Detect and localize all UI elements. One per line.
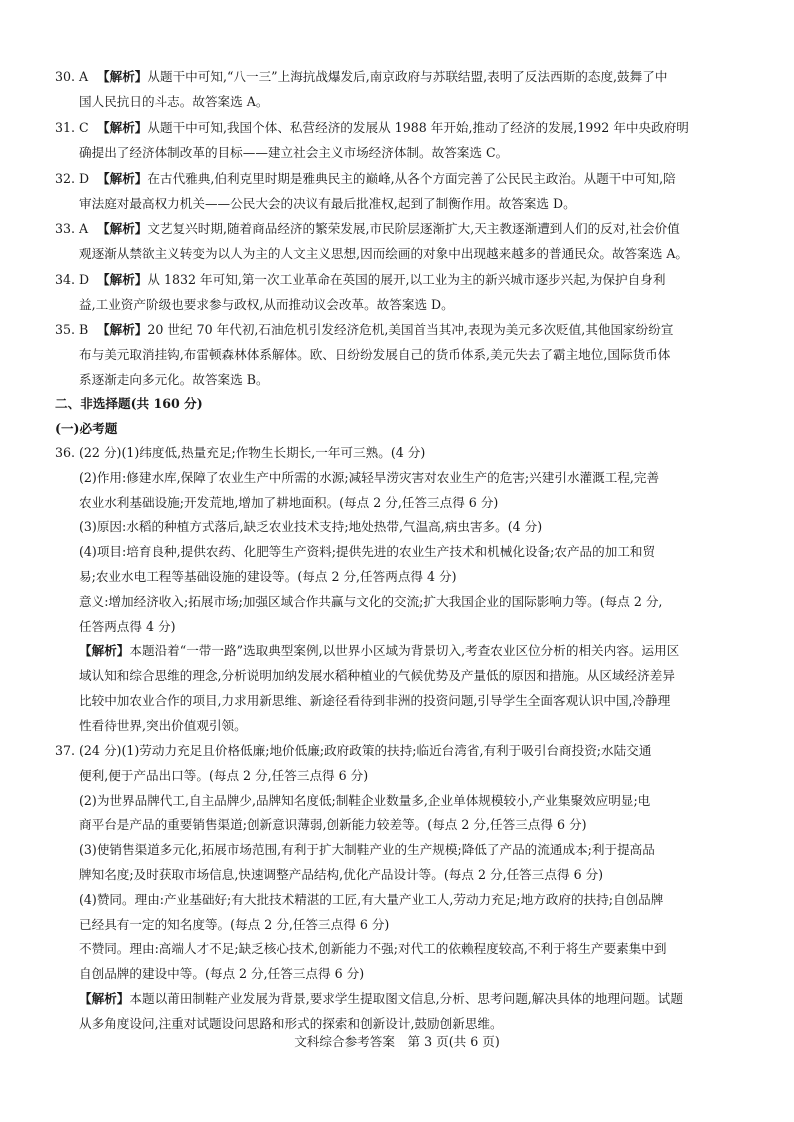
analysis-text-line: 性看待世界,突出价值观引领。 xyxy=(79,717,247,733)
item-number: 33. xyxy=(55,221,76,236)
analysis-text-line: 域认知和综合思维的理念,分析说明加纳发展水稻种植业的气候优势及产量低的原因和措施。从区域经济差异 xyxy=(79,668,675,684)
item-text-line: (4)项目:培育良种,提供农药、化肥等生产资料;提供先进的农业生产技术和机械化设备;农产品的加工和贸 xyxy=(79,544,656,560)
item-text-line: 任答两点得 4 分) xyxy=(79,618,176,634)
item-text-line: 从题干中可知,我国个体、私营经济的发展从 1988 年开始,推动了经济的发展,1992 年中央政府明 xyxy=(147,120,689,135)
item-number: 32. xyxy=(55,171,76,186)
item-text-line: 益,工业资产阶级也要求参与政权,从而推动议会改革。故答案选 D。 xyxy=(79,296,454,312)
item-text-line: 国人民抗日的斗志。故答案选 A。 xyxy=(79,93,269,109)
item-text-line: 易;农业水电工程等基础设施的建设等。(每点 2 分,任答两点得 4 分) xyxy=(79,568,457,584)
answer-item-34 xyxy=(55,268,771,318)
section-title: 二、非选择题(共 160 分) xyxy=(55,396,203,411)
answer-item-33 xyxy=(55,217,771,267)
item-text-line: (24 分)(1)劳动力充足且价格低廉;地价低廉;政府政策的扶持;临近台湾省,有利于吸引台商投资;水陆交通 xyxy=(79,743,652,758)
item-text-line: (2)作用:修建水库,保障了农业生产中所需的水源;减轻旱涝灾害对农业生产的危害;兴建引水灌溉工程,完善 xyxy=(79,469,660,485)
analysis-text-line: 从多角度设问,注重对试题设问思路和形式的探索和创新设计,鼓励创新思维。 xyxy=(79,1015,503,1031)
item-text-line: 审法庭对最高权力机关——公民大会的决议有最后批准权,起到了制衡作用。故答案选 D。 xyxy=(79,195,576,211)
item-number: 36. xyxy=(55,445,76,460)
item-text-line: 在古代雅典,伯利克里时期是雅典民主的巅峰,从各个方面完善了公民民主政治。从题干中可知,陪 xyxy=(147,171,676,186)
answer-item-32 xyxy=(55,167,771,217)
item-text-line: (4)赞同。理由:产业基础好;有大批技术精湛的工匠,有大量产业工人,劳动力充足;地方政府的扶持;自创品牌 xyxy=(79,891,664,907)
item-text-line: 文艺复兴时期,随着商品经济的繁荣发展,市民阶层逐渐扩大,天主教逐渐遭到人们的反对,社会价值 xyxy=(147,221,680,236)
analysis-tag: 【解析】 xyxy=(97,272,148,287)
answer-item-36 xyxy=(55,441,771,739)
analysis-tag: 【解析】 xyxy=(79,990,130,1006)
item-text-line: 意义:增加经济收入;拓展市场;加强区域合作共赢与文化的交流;扩大我国企业的国际影响力等。(每点 2 分, xyxy=(79,593,663,609)
item-number: 31. xyxy=(55,120,76,135)
item-text-line: 农业水利基础设施;开发荒地,增加了耕地面积。(每点 2 分,任答三点得 6 分) xyxy=(79,494,499,510)
item-text-line: 布与美元取消挂钩,布雷顿森林体系解体。欧、日纷纷发展自己的货币体系,美元失去了霸主地位,国际货币体 xyxy=(79,346,671,362)
item-text-line: 自创品牌的建设中等。(每点 2 分,任答三点得 6 分) xyxy=(79,966,365,982)
item-text-line: 确提出了经济体制改革的目标——建立社会主义市场经济体制。故答案选 C。 xyxy=(79,144,509,160)
analysis-tag: 【解析】 xyxy=(97,171,148,186)
item-answer: A xyxy=(79,221,89,236)
item-text-line: (3)原因:水稻的种植方式落后,缺乏农业技术支持;地处热带,气温高,病虫害多。(4 分) xyxy=(79,519,543,535)
answer-item-35 xyxy=(55,318,771,392)
item-text-line: 20 世纪 70 年代初,石油危机引发经济危机,美国首当其冲,表现为美元多次贬值,其他国家纷纷宣 xyxy=(147,322,674,337)
analysis-tag: 【解析】 xyxy=(97,69,148,84)
analysis-tag: 【解析】 xyxy=(97,221,148,236)
item-answer: A xyxy=(79,69,89,84)
analysis-tag: 【解析】 xyxy=(79,643,130,659)
item-text-line: 便利,便于产品出口等。(每点 2 分,任答三点得 6 分) xyxy=(79,767,369,783)
item-text-line: 牌知名度;及时获取市场信息,快速调整产品结构,优化产品设计等。(每点 2 分,任答三点得 6 分) xyxy=(79,866,604,882)
answer-item-37 xyxy=(55,739,771,1037)
subsection-title: (一)必考题 xyxy=(55,421,118,436)
item-answer: B xyxy=(79,322,89,337)
analysis-text-line: 本题以莆田制鞋产业发展为背景,要求学生提取图文信息,分析、思考问题,解决具体的地理问题。试题 xyxy=(129,990,683,1006)
analysis-tag: 【解析】 xyxy=(97,120,148,135)
item-text-line: 观逐渐从禁欲主义转变为以人为主的人文主义思想,因而绘画的对象中出现越来越多的普通民众。故答案选 A。 xyxy=(79,245,689,261)
item-text-line: (3)使销售渠道多元化,拓展市场范围,有利于扩大制鞋产业的生产规模;降低了产品的流通成本;利于提高品 xyxy=(79,842,655,858)
item-number: 34. xyxy=(55,272,76,287)
item-text-line: 不赞同。理由:高端人才不足;缺乏核心技术,创新能力不强;对代工的依赖程度较高,不利于将生产要素集中到 xyxy=(79,941,667,957)
item-answer: D xyxy=(79,272,90,287)
analysis-tag: 【解析】 xyxy=(97,322,148,337)
item-text-line: 商平台是产品的重要销售渠道;创新意识薄弱,创新能力较差等。(每点 2 分,任答三点得 6 分) xyxy=(79,817,587,833)
item-number: 35. xyxy=(55,322,76,337)
page-footer: 文科综合参考答案 第 3 页(共 6 页) xyxy=(294,1034,500,1049)
answer-item-30 xyxy=(55,65,771,115)
item-answer: D xyxy=(79,171,90,186)
item-text-line: 已经具有一定的知名度等。(每点 2 分,任答三点得 6 分) xyxy=(79,916,390,932)
analysis-text-line: 本题沿着“一带一路”选取典型案例,以世界小区域为背景切入,考查农业区位分析的相关内容。运用区 xyxy=(129,643,680,659)
answer-item-31 xyxy=(55,116,771,166)
item-text-line: 系逐渐走向多元化。故答案选 B。 xyxy=(79,371,269,387)
item-number: 37. xyxy=(55,743,76,758)
item-text-line: 从题干中可知,“八一三”上海抗战爆发后,南京政府与苏联结盟,表明了反法西斯的态度,鼓舞了中 xyxy=(147,69,668,84)
item-number: 30. xyxy=(55,69,76,84)
item-text-line: (22 分)(1)纬度低,热量充足;作物生长期长,一年可三熟。(4 分) xyxy=(79,445,426,460)
item-answer: C xyxy=(79,120,89,135)
item-text-line: 从 1832 年可知,第一次工业革命在英国的展开,以工业为主的新兴城市逐步兴起,为保护自身利 xyxy=(147,272,666,287)
analysis-text-line: 比较中加农业合作的项目,力求用新思维、新途径看待到非洲的投资问题,引导学生全面客观认识中国,冷静理 xyxy=(79,692,671,708)
item-text-line: (2)为世界品牌代工,自主品牌少,品牌知名度低;制鞋企业数量多,企业单体规模较小,产业集聚效应明显;电 xyxy=(79,792,651,808)
